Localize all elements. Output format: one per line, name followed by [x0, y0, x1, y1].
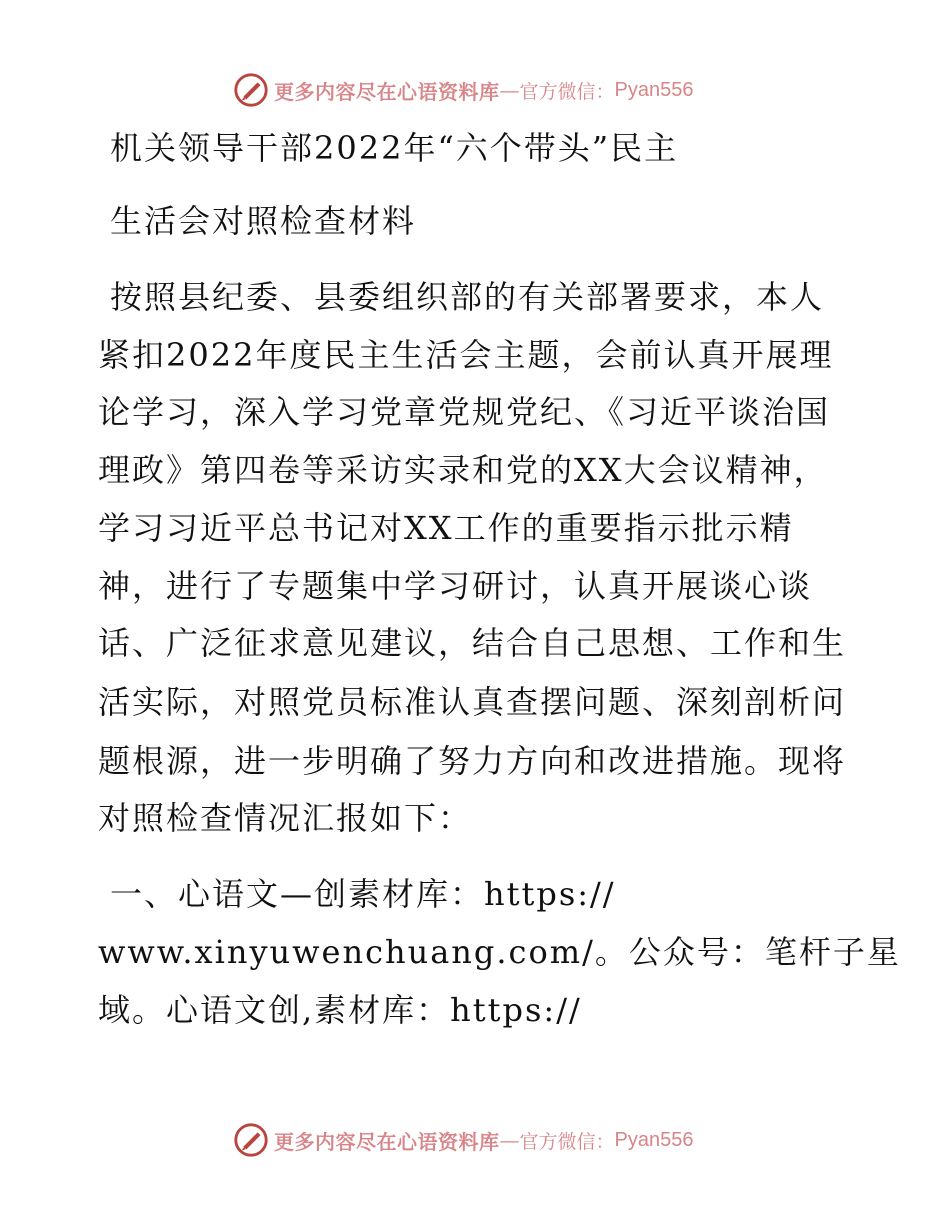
watermark-wechat-id: Pyan556 [614, 78, 694, 101]
body-line-8: 活实际，对照党员标准认真查摆问题、深刻剖析问 [98, 683, 847, 721]
watermark-separator: — [499, 1128, 520, 1152]
body-line-9: 题根源，进一步明确了努力方向和改进措施。现将 [98, 742, 847, 780]
watermark-side-text: 官方微信： [519, 1130, 615, 1153]
body-line-6: 神，进行了专题集中学习研讨，认真开展谈心谈 [98, 567, 813, 605]
document-title-line-2: 生活会对照检查材料 [110, 202, 417, 240]
body-line-3: 论学习，深入学习党章党规党纪、《习近平谈治国 [98, 393, 831, 431]
footer-watermark [232, 1120, 693, 1160]
watermark-main-text: 更多内容尽在心语资料库 [274, 1129, 500, 1154]
body-line-4: 理政》第四卷等采访实录和党的XX大会议精神， [98, 451, 828, 489]
body-line-7: 话、广泛征求意见建议，结合自己思想、工作和生 [98, 624, 847, 662]
watermark-separator: — [499, 78, 520, 102]
header-watermark [232, 70, 693, 110]
pen-seal-logo-icon [232, 1121, 270, 1159]
section-line-1: 一、心语文—创素材库：https:// [110, 875, 616, 913]
body-line-1: 按照县纪委、县委组织部的有关部署要求，本人 [110, 278, 825, 316]
pen-seal-logo-icon [232, 71, 270, 109]
watermark-wechat-id: Pyan556 [614, 1128, 694, 1151]
document-title-line-1: 机关领导干部2022年“六个带头”民主 [110, 129, 679, 167]
watermark-side-text: 官方微信： [519, 80, 615, 103]
body-line-10: 对照检查情况汇报如下： [98, 799, 473, 837]
watermark-main-text: 更多内容尽在心语资料库 [274, 79, 500, 104]
section-line-3: 域。心语文创,素材库：https:// [98, 991, 582, 1029]
body-line-2: 紧扣2022年度民主生活会主题，会前认真开展理 [98, 336, 834, 374]
section-line-2: www.xinyuwenchuang.com/。公众号：笔杆子星 [98, 933, 901, 971]
body-line-5: 学习习近平总书记对XX工作的重要指示批示精 [98, 509, 794, 547]
